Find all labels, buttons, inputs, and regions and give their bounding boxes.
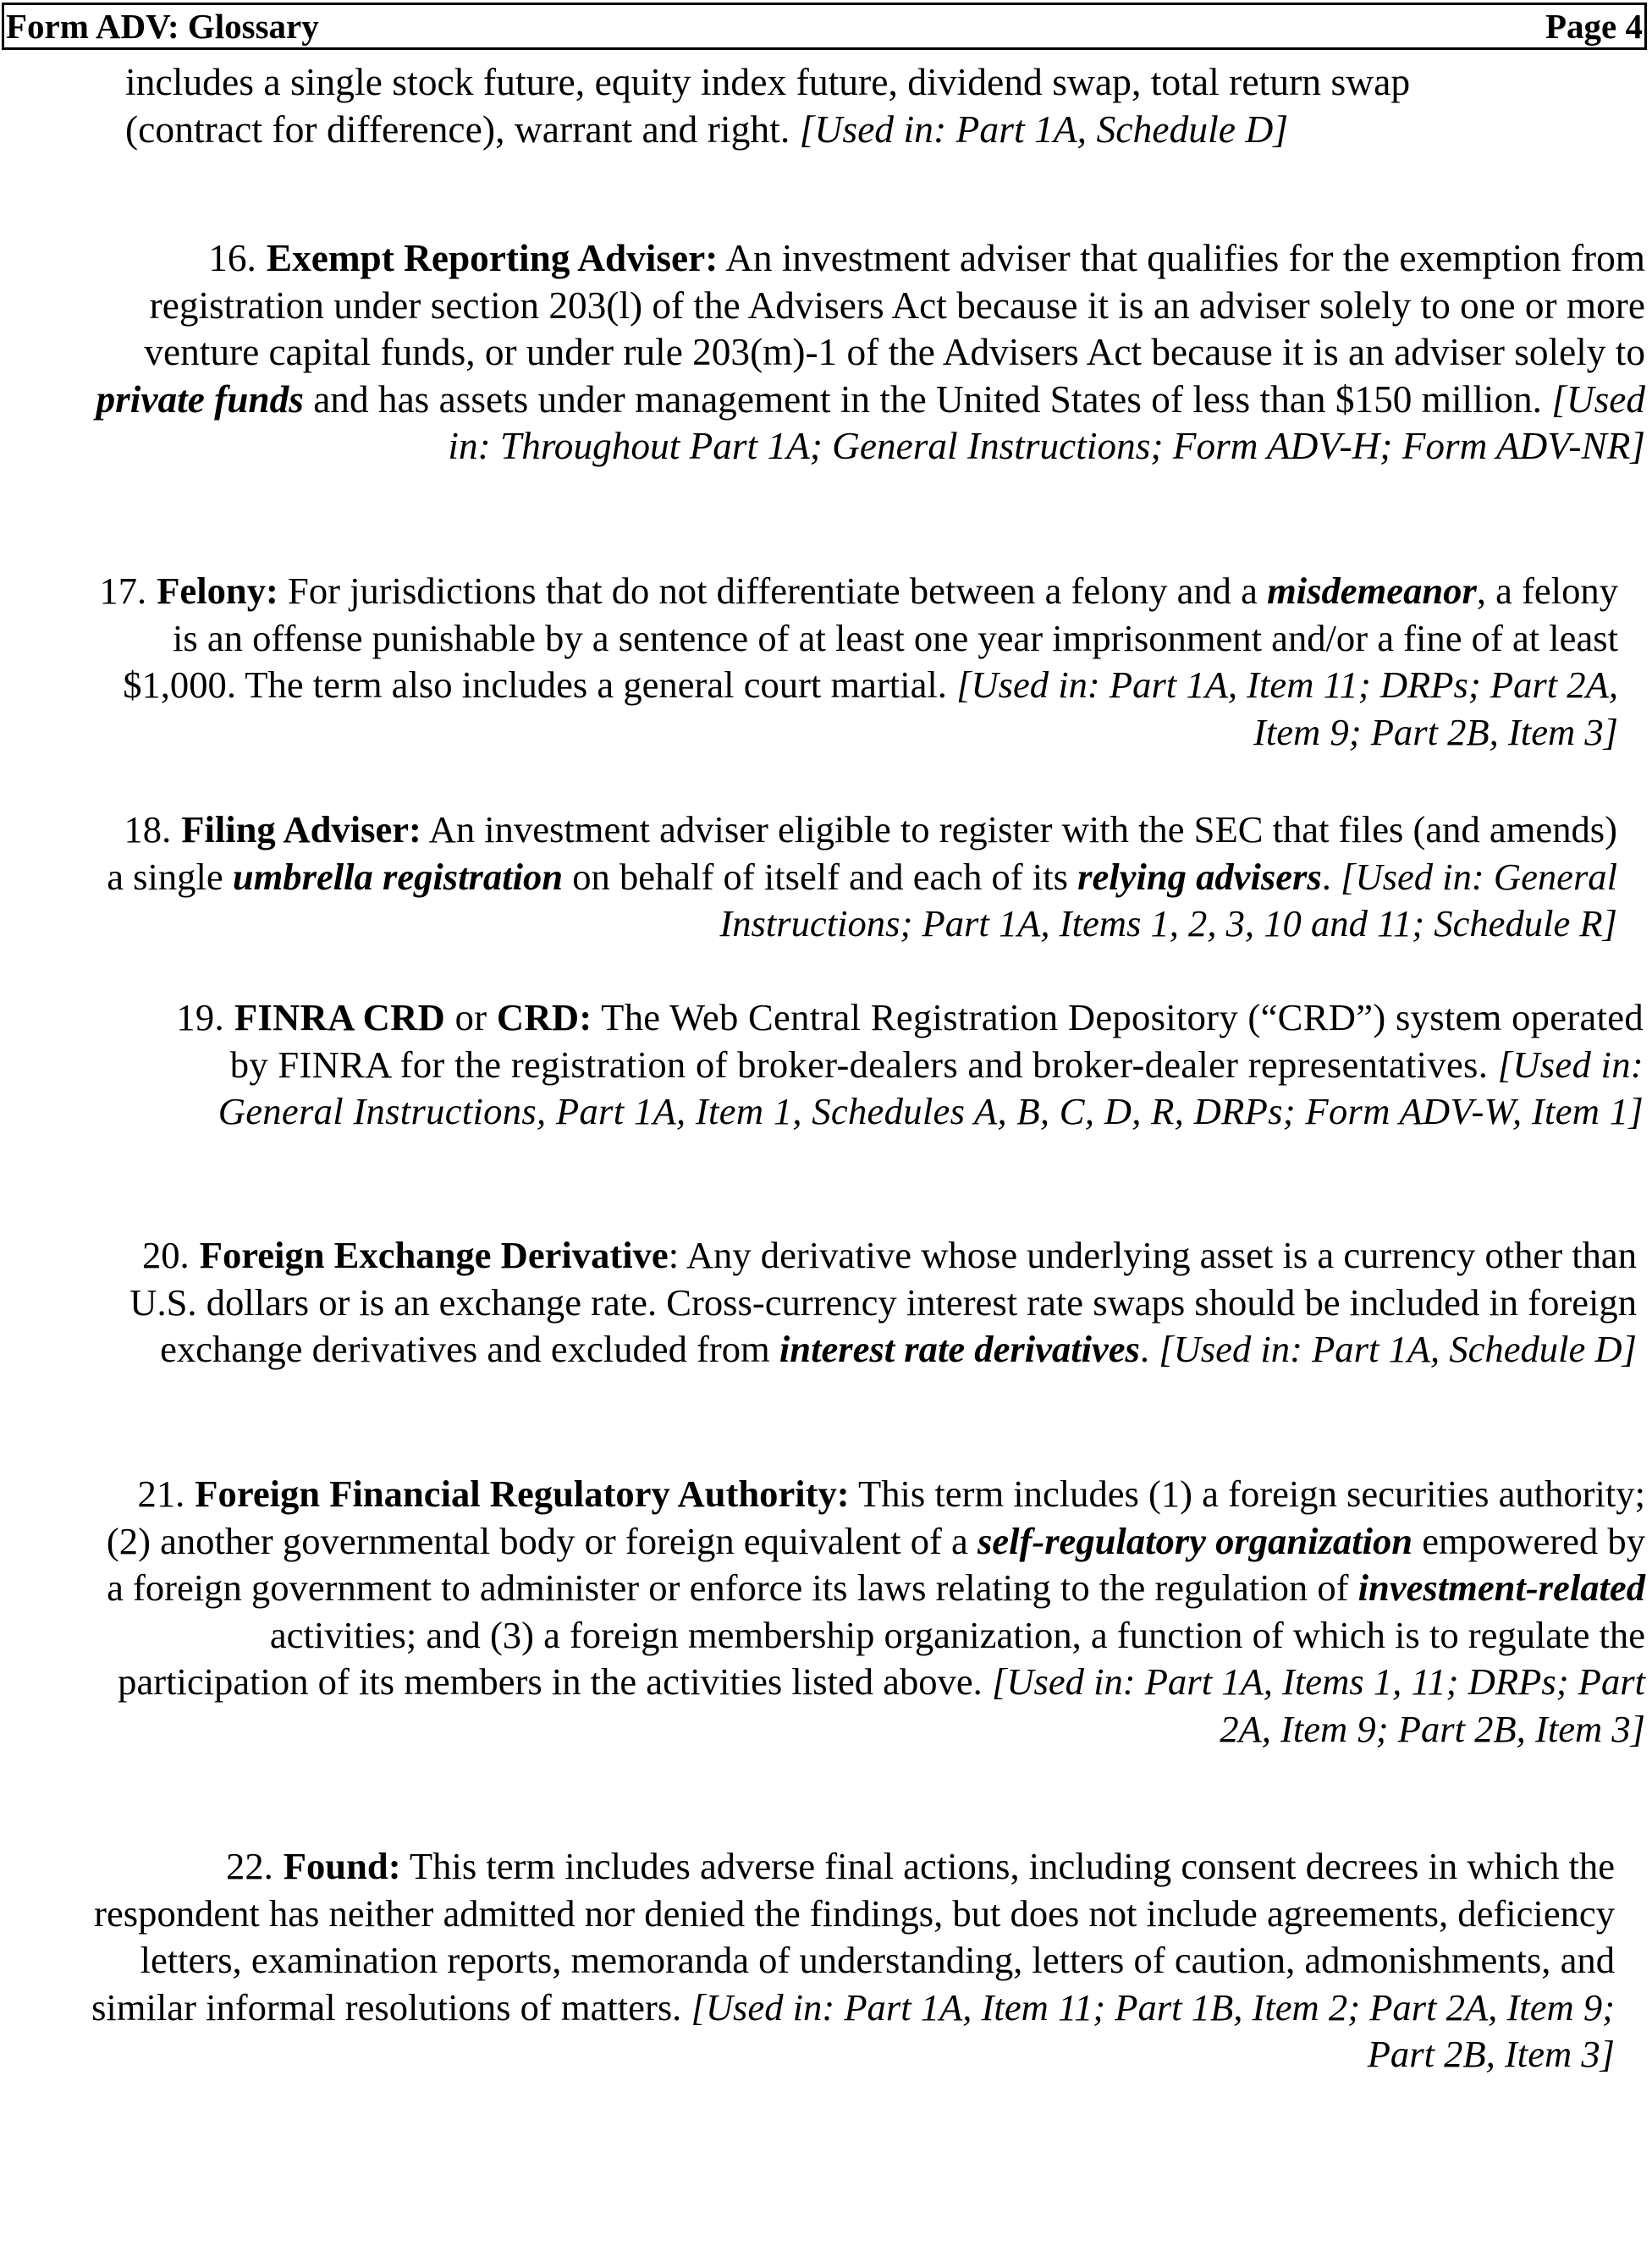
defined-term-link[interactable]: relying advisers (1077, 855, 1322, 898)
entry-number: 22. (226, 1845, 273, 1887)
glossary-entry-17 (64, 568, 1618, 756)
entry-number: 17. (99, 570, 147, 612)
entry-text: : (668, 1234, 680, 1276)
entry-number: 19. (176, 996, 224, 1038)
entry-text: or (454, 996, 487, 1038)
entry-text: activities; and (3) a foreign membership organization, a function of which is to regulate the participation of its members in the activities listed above. (118, 1613, 1645, 1704)
entry-text: empowered by a foreign government to administer or enforce its laws relating to the regulation of (107, 1519, 1645, 1610)
entry-number: 16. (208, 237, 256, 279)
glossary-entry-22 (76, 1843, 1615, 2078)
entry-ref: [Used in: Part 1A, Schedule D] (1159, 1328, 1637, 1371)
entry-ref: [Used in: Part 1A, Item 11; DRPs; Part 2A, Item 9; Part 2B, Item 3] (956, 663, 1618, 753)
entry-text: and has assets under management in the United States of less than $150 million. (313, 377, 1542, 421)
entry-number: 18. (124, 808, 172, 851)
entry-number: 21. (137, 1473, 185, 1515)
defined-term-link[interactable]: self-regulatory organization (977, 1519, 1413, 1562)
glossary-entry-18 (98, 806, 1617, 948)
entry-ref: [Used in: Part 1A, Items 1, 11; DRPs; Part 2A, Item 9; Part 2B, Item 3] (991, 1660, 1645, 1750)
continuation-ref: [Used in: Part 1A, Schedule D] (799, 107, 1289, 151)
glossary-entry-21 (90, 1471, 1645, 1753)
defined-term-link[interactable]: interest rate derivatives (779, 1328, 1140, 1371)
entry-number: 20. (141, 1234, 190, 1276)
page-number: Page 4 (1545, 6, 1643, 46)
entry-term: Filing Adviser: (181, 808, 421, 851)
entry-text: The Web Central Registration Depository (“CRD”) system operated by FINRA for the registration of broker-dealers and broker-dealer representatives. (229, 996, 1644, 1086)
continuation-paragraph (125, 58, 1513, 152)
continuation-text: includes a single stock future, equity index future, dividend swap, total return swap (contract for difference), warrant and right. (125, 60, 1411, 151)
entry-text: . (1139, 1328, 1150, 1371)
entry-text: An investment adviser eligible to register with the SEC that files (and amends) a single (107, 808, 1617, 898)
entry-ref: [Used in: General Instructions; Part 1A, Items 1, 2, 3, 10 and 11; Schedule R] (719, 855, 1617, 945)
entry-term: Exempt Reporting Adviser: (266, 237, 719, 279)
entry-text: Any derivative whose underlying asset is a currency other than U.S. dollars or is an exchange rate. Cross-currency interest rate swaps should be included in foreign exchange derivatives and excluded from (129, 1234, 1637, 1371)
entry-text: An investment adviser that qualifies for the exemption from registration under section 203(l) of the Advisers Act because it is an adviser solely to one or more venture capital funds, or under rule 203(m)-1 of the Advisers Act because it is an adviser solely to (144, 237, 1645, 374)
entry-ref: [Used in: Part 1A, Item 11; Part 1B, Item 2; Part 2A, Item 9; Part 2B, Item 3] (691, 1985, 1615, 2076)
entry-text: on behalf of itself and each of its (572, 855, 1068, 898)
entry-term: CRD: (496, 996, 592, 1038)
entry-ref: [Used in: Throughout Part 1A; General Instructions; Form ADV-H; Form ADV-NR] (448, 377, 1645, 468)
entry-text: This term includes adverse final actions, including consent decrees in which the respondent has neither admitted nor denied the findings, but does not include agreements, deficiency letters, examination reports, memoranda of understanding, letters of caution, admonishments, and similar informal resolutions of matters. (91, 1845, 1615, 2029)
entry-text: For jurisdictions that do not differentiate between a felony and a (288, 570, 1258, 612)
glossary-entry-16 (68, 235, 1645, 471)
document-title: Form ADV: Glossary (6, 6, 319, 46)
glossary-entry-20 (66, 1232, 1637, 1373)
entry-term: Foreign Financial Regulatory Authority: (195, 1473, 850, 1515)
entry-ref: [Used in: General Instructions, Part 1A, Item 1, Schedules A, B, C, D, R, DRPs; Form ADV-W, Item 1] (218, 1043, 1644, 1133)
entry-text: . (1321, 855, 1331, 898)
entry-term: Found: (283, 1845, 401, 1887)
entry-term: Foreign Exchange Derivative (199, 1234, 669, 1276)
entry-term: Felony: (157, 570, 278, 612)
defined-term-link[interactable]: investment-related (1357, 1566, 1645, 1610)
defined-term-link[interactable]: misdemeanor (1267, 570, 1477, 612)
defined-term-link[interactable]: umbrella registration (232, 855, 564, 898)
page-header (2, 3, 1647, 50)
entry-term: FINRA CRD (234, 996, 446, 1038)
defined-term-link[interactable]: private funds (96, 377, 304, 421)
entry-text: This term includes (1) a foreign securities authority; (2) another governmental body or foreign equivalent of a (106, 1473, 1645, 1562)
glossary-entry-19 (137, 994, 1644, 1136)
entry-text: , a felony is an offense punishable by a sentence of at least one year imprisonment and/or a fine of at least $1,000. The term also includes a general court martial. (123, 570, 1618, 707)
